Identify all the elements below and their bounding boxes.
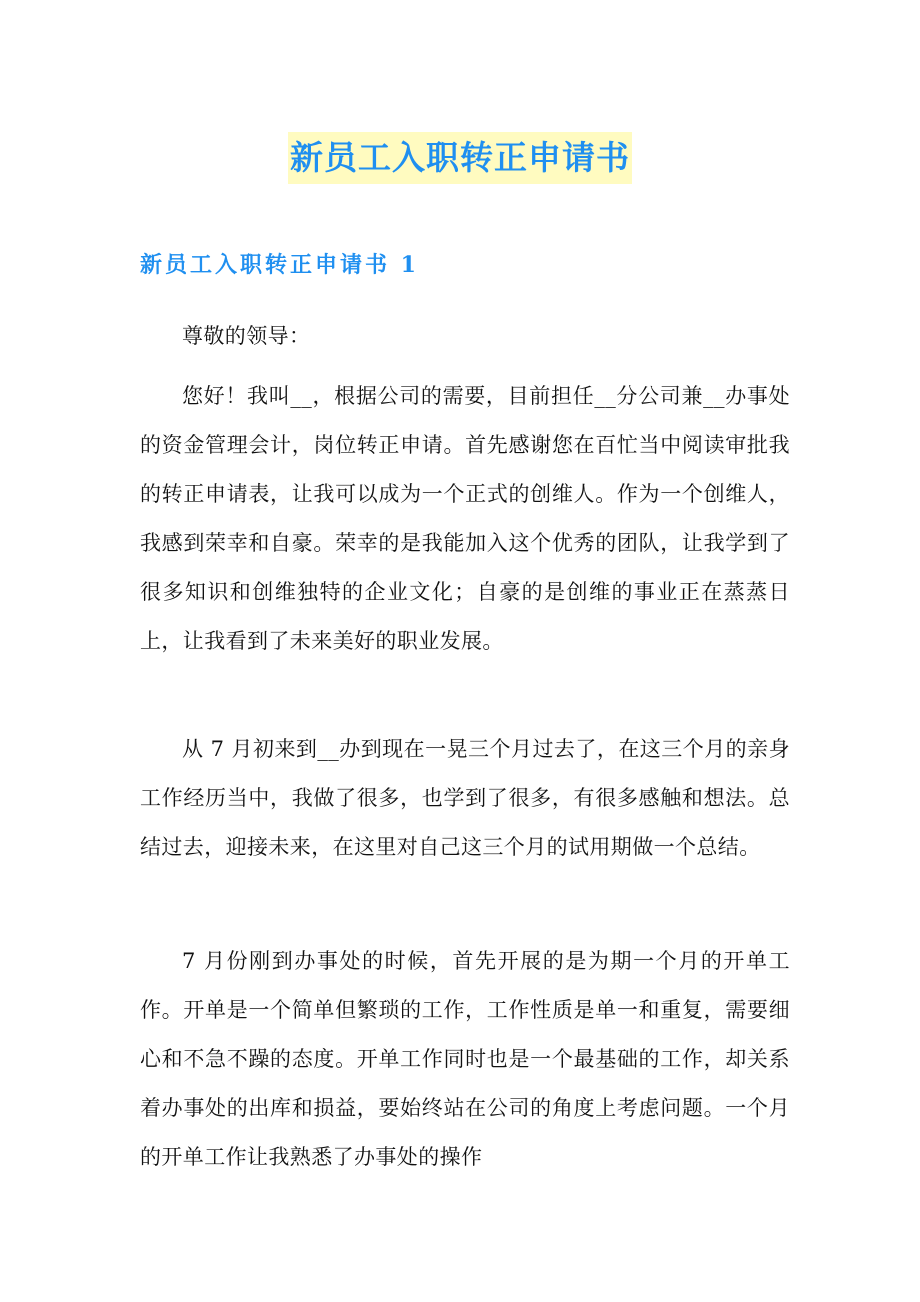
salutation: 尊敬的领导： (182, 324, 311, 348)
title-container (0, 132, 920, 184)
document-title: 新员工入职转正申请书 (288, 132, 632, 184)
paragraph-text: 您好！我叫__，根据公司的需要，目前担任__分公司兼__办事处的资金管理会计，岗位转正申请。首先感谢您在百忙当中阅读审批我的转正申请表，让我可以成为一个正式的创维人。作为一个创维人，我感到荣幸和自豪。荣幸的是我能加入这个优秀的团队，让我学到了很多知识和创维独特的企业文化；自豪的是创维的事业正在蒸蒸日上，让我看到了未来美好的职业发展。 (140, 384, 790, 653)
paragraph-3 (140, 937, 790, 1182)
paragraph-text: 从 7 月初来到__办到现在一晃三个月过去了，在这三个月的亲身工作经历当中，我做了很多，也学到了很多，有很多感触和想法。总结过去，迎接未来，在这里对自己这三个月的试用期做一个总结。 (140, 737, 790, 859)
paragraph-2 (140, 725, 790, 872)
section-heading: 新员工入职转正申请书 1 (140, 252, 419, 278)
paragraph-text: 7 月份刚到办事处的时候，首先开展的是为期一个月的开单工作。开单是一个简单但繁琐的工作，工作性质是单一和重复，需要细心和不急不躁的态度。开单工作同时也是一个最基础的工作，却关系着办事处的出库和损益，要始终站在公司的角度上考虑问题。一个月的开单工作让我熟悉了办事处的操作 (140, 949, 790, 1169)
paragraph-1 (140, 372, 790, 666)
